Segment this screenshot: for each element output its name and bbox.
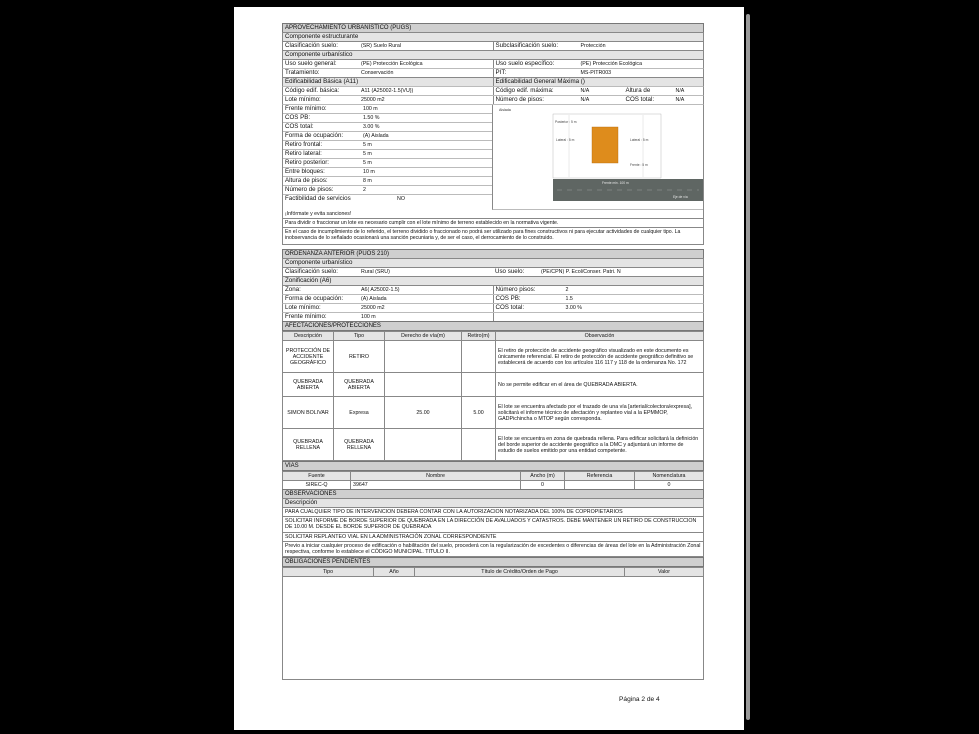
lote-label: Lote mínimo: (285, 96, 321, 103)
zona-label: Zona: (285, 286, 301, 293)
note-incumplimiento: En el caso de incumplimiento de lo referido, el terreno dividido o fraccionado no podrá ser utilizado para fines constructivos ni para ejecutar actividades de cualquier tipo. La inobservancia de lo señalado ocasionará una sanción pecuniaria y, de ser el caso, el derrocamiento de lo construido. (282, 228, 704, 245)
edif-maxima-header: Edificabilidad General Máxima () (493, 78, 704, 86)
altura-pisos-value: 8 m (363, 178, 372, 184)
afectaciones-header: Derecho de vía(m) (385, 332, 462, 341)
tratamiento-label: Tratamiento: (285, 69, 320, 76)
clasificacion-value: (SR) Suelo Rural (361, 43, 402, 49)
vias-section-header: VÍAS (282, 461, 704, 471)
page-number: Página 2 de 4 (619, 696, 660, 703)
num-pisos-max-value: N/A (580, 97, 590, 103)
codigo-row (282, 87, 704, 96)
ocupacion-diagram-svg (493, 105, 703, 204)
observacion-item: SOLICITAR REPLANTEO VIAL EN LA ADMINISTRACIÓN ZONAL CORRESPONDIENTE (282, 533, 704, 542)
table-row (283, 429, 704, 461)
obligaciones-table (282, 567, 704, 577)
afectaciones-section-header: AFECTACIONES/PROTECCIONES (282, 321, 704, 331)
afectacion-derecho (385, 341, 462, 373)
anterior-clasificacion-value: Rural (SRU) (361, 269, 390, 275)
obligaciones-header: Tipo (283, 568, 374, 577)
pit-label: PIT: (495, 69, 507, 76)
anterior-lote-value: 25000 m2 (361, 305, 385, 311)
afectacion-derecho (385, 373, 462, 397)
afectacion-descripcion: QUEBRADA RELLENA (283, 429, 334, 461)
anterior-clasificacion-row (282, 268, 704, 277)
via-nombre: 39647 (351, 481, 521, 490)
obligaciones-section-header: OBLIGACIONES PENDIENTES (282, 557, 704, 567)
note-informate: ¡Infórmate y evita sanciones! (282, 210, 704, 219)
afectacion-descripcion: SIMON BOLIVAR (283, 397, 334, 429)
cos-total-max-label: COS total: (625, 96, 655, 103)
afectacion-retiro (462, 429, 496, 461)
obligaciones-header: Título de Crédito/Orden de Pago (415, 568, 625, 577)
vias-header: Nomenclatura (635, 472, 704, 481)
anterior-forma-value: (A) Aislada (361, 296, 387, 302)
lateral-left-label: Lateral : 5 m (556, 138, 575, 142)
anterior-costotal-value: 3.00 % (565, 305, 582, 311)
table-row (283, 341, 704, 373)
uso-especifico-label: Uso suelo específico: (495, 60, 555, 67)
afectacion-derecho: 25.00 (385, 397, 462, 429)
costotal-label: COS total: (285, 123, 314, 130)
retiro-frontal-label: Retiro frontal: (285, 141, 323, 148)
estructurante-header: Componente estructurante (282, 32, 704, 42)
building-footprint (592, 127, 618, 163)
afectacion-derecho (385, 429, 462, 461)
anterior-uso-label: Uso suelo: (495, 268, 525, 275)
forma-value: (A) Aislada (363, 133, 389, 139)
anterior-lote-label: Lote mínimo: (285, 304, 321, 311)
afectaciones-header: Retiro(m) (462, 332, 496, 341)
lote-value: 25000 m2 (361, 97, 385, 103)
forma-label: Forma de ocupación: (285, 132, 344, 139)
anterior-clasificacion-label: Clasificación suelo: (285, 268, 338, 275)
lote-row (282, 96, 704, 105)
vias-header: Nombre (351, 472, 521, 481)
vias-header: Ancho (m) (521, 472, 565, 481)
anterior-cospb-label: COS PB: (495, 295, 521, 302)
report-content (282, 24, 704, 680)
anterior-frente-value: 100 m (361, 314, 376, 320)
afectacion-tipo: Expresa (334, 397, 385, 429)
table-row (283, 397, 704, 429)
num-pisos-max-label: Número de pisos: (495, 96, 544, 103)
frente-label-diagram: Frente : 5 m (630, 163, 648, 167)
codigo-basica-label: Código edif. básica: (285, 87, 340, 94)
afectacion-descripcion: QUEBRADA ABIERTA (283, 373, 334, 397)
codigo-maxima-value: N/A (580, 88, 590, 94)
zonificacion-header: Zonificación (A6) (282, 276, 704, 286)
afectacion-tipo: QUEBRADA ABIERTA (334, 373, 385, 397)
observaciones-section-header: OBSERVACIONES (282, 489, 704, 499)
urbanistico-header: Componente urbanístico (282, 50, 704, 60)
retiro-lateral-value: 5 m (363, 151, 372, 157)
uso-general-value: (PE) Protección Ecológica (361, 61, 423, 67)
costotal-value: 3.00 % (363, 124, 380, 130)
afectacion-observacion: No se permite edificar en el área de QUEBRADA ABIERTA. (496, 373, 704, 397)
anterior-cospb-value: 1.5 (565, 296, 573, 302)
edificabilidad-header-row (282, 77, 704, 87)
document-page (234, 7, 744, 730)
frente-value: 100 m (363, 106, 378, 112)
subclasificacion-value: Protección (580, 43, 606, 49)
cospb-value: 1.50 % (363, 115, 380, 121)
note-dividir: Para dividir o fraccionar un lote es necesario cumplir con el lote mínimo de terreno establecido en la normativa vigente. (282, 219, 704, 228)
tratamiento-value: Conservación (361, 70, 394, 76)
zona-value: A6( A25002-1.5) (361, 287, 400, 293)
afectacion-retiro: 5.00 (462, 397, 496, 429)
codigo-maxima-label: Código edif. máxima: (495, 87, 554, 94)
anterior-num-pisos-label: Número pisos: (495, 286, 536, 293)
eje-via-label: Eje de vía (673, 195, 688, 199)
afectacion-retiro (462, 341, 496, 373)
clasificacion-label: Clasificación suelo: (285, 42, 338, 49)
obligaciones-header: Año (374, 568, 415, 577)
observacion-item: PARA CUALQUIER TIPO DE INTERVENCION DEBERA CONTAR CON LA AUTORIZACION NOTARIZADA DEL 100% DE COPROPIETARIOS (282, 508, 704, 517)
posterior-label: Posterior : 5 m (555, 120, 577, 124)
factibilidad-label: Factibilidad de servicios (285, 195, 351, 202)
observacion-item: Previo a iniciar cualquier proceso de edificación o habilitación del suelo, procederá con la regularización de excedentes o diferencias de áreas del lote en la Administración Zonal respectiva, conforme lo establece el CÓDIGO MUNICIPAL. TITULO II. (282, 542, 704, 557)
anterior-costotal-label: COS total: (495, 304, 525, 311)
afectaciones-header: Observación (496, 332, 704, 341)
observaciones-descripcion-header: Descripción (282, 498, 704, 508)
via-ancho: 0 (521, 481, 565, 490)
afectaciones-header: Tipo (334, 332, 385, 341)
clasificacion-row (282, 42, 704, 51)
cos-total-max-value: N/A (675, 97, 685, 103)
cospb-label: COS PB: (285, 114, 311, 121)
retiro-posterior-value: 5 m (363, 160, 372, 166)
via-fuente: SIREC-Q (283, 481, 351, 490)
afectaciones-header: Descripción (283, 332, 334, 341)
altura-label: Altura de (625, 87, 651, 94)
afectacion-tipo: RETIRO (334, 341, 385, 373)
scrollbar[interactable] (746, 14, 750, 720)
anterior-urbanistico-header: Componente urbanístico (282, 258, 704, 268)
frente-label: Frente mínimo: (285, 105, 327, 112)
tratamiento-row (282, 69, 704, 78)
pugs-section-header: APROVECHAMIENTO URBANÍSTICO (PUGS) (282, 23, 704, 33)
anterior-section-header: ORDENANZA ANTERIOR (PUOS 210) (282, 249, 704, 259)
anterior-num-pisos-value: 2 (565, 287, 569, 293)
afectacion-observacion: El retiro de protección de accidente geográfico visualizado en este documento es únicamente referencial. El retiro de protección de accidente geográfico definitivo se establecerá de acuerdo con los artículos 116 117 y 118 de la ordenanza No. 172 (496, 341, 704, 373)
anterior-frente-label: Frente mínimo: (285, 313, 327, 320)
vias-header: Referencia (565, 472, 635, 481)
retiro-posterior-label: Retiro posterior: (285, 159, 330, 166)
factibilidad-value: NO (397, 196, 405, 202)
uso-suelo-row (282, 60, 704, 69)
numero-pisos-label: Número de pisos: (285, 186, 334, 193)
afectacion-retiro (462, 373, 496, 397)
entre-bloques-value: 10 m (363, 169, 375, 175)
altura-pisos-label: Altura de pisos: (285, 177, 328, 184)
anterior-uso-value: (PE/CPN) P. Ecol/Conser. Patri. N (541, 269, 621, 275)
obligaciones-empty-area (282, 577, 704, 680)
afectacion-descripcion: PROTECCIÓN DE ACCIDENTE GEOGRÁFICO (283, 341, 334, 373)
uso-especifico-value: (PE) Protección Ecológica (580, 61, 643, 67)
diagram-title: Aislada (499, 108, 511, 112)
via-nomenclatura: 0 (635, 481, 704, 490)
retiro-frontal-value: 5 m (363, 142, 372, 148)
afectacion-tipo: QUEBRADA RELLENA (334, 429, 385, 461)
vias-table (282, 471, 704, 490)
lateral-right-label: Lateral : 5 m (630, 138, 649, 142)
retiro-lateral-label: Retiro lateral: (285, 150, 322, 157)
altura-value: N/A (675, 88, 685, 94)
pit-value: MS-PITR003 (580, 70, 612, 76)
entre-bloques-label: Entre bloques: (285, 168, 325, 175)
observacion-item: SOLICITAR INFORME DE BORDE SUPERIOR DE QUEBRADA EN LA DIRECCIÓN DE AVALUADOS Y CATASTROS. DEBE MANTENER UN RETIRO DE CONSTRUCCION DE 10.00 M. DESDE EL BORDE SUPERIOR DE QUEBRADA (282, 517, 704, 532)
obligaciones-header: Valor (625, 568, 704, 577)
anterior-forma-label: Forma de ocupación: (285, 295, 344, 302)
vias-header: Fuente (283, 472, 351, 481)
ocupacion-diagram (492, 105, 703, 210)
numero-pisos-value: 2 (363, 187, 366, 193)
subclasificacion-label: Subclasificación suelo: (495, 42, 559, 49)
afectaciones-table (282, 331, 704, 461)
afectacion-observacion: El lote se encuentra afectado por el trazado de una vía [arterial/colectora/expresa], solicitará el informe técnico de afectación y replanteo vial a la EPMMOP, GADPichincha o MTOP según corresponda. (496, 397, 704, 429)
parametros-block (282, 105, 704, 210)
afectacion-observacion: El lote se encuentra en zona de quebrada rellena. Para edificar solicitará la definición del borde superior de accidente geográfico a la DMC y adjuntará un informe de estudio de suelos emitido por una entidad competente. (496, 429, 704, 461)
table-row (283, 373, 704, 397)
edif-basica-header: Edificabilidad Básica (A11) (285, 78, 359, 85)
uso-general-label: Uso suelo general: (285, 60, 337, 67)
frente-min-label: Frente min. 100 m (602, 181, 629, 185)
codigo-basica-value: A11 (A25002-1.5(VU)) (361, 88, 414, 94)
